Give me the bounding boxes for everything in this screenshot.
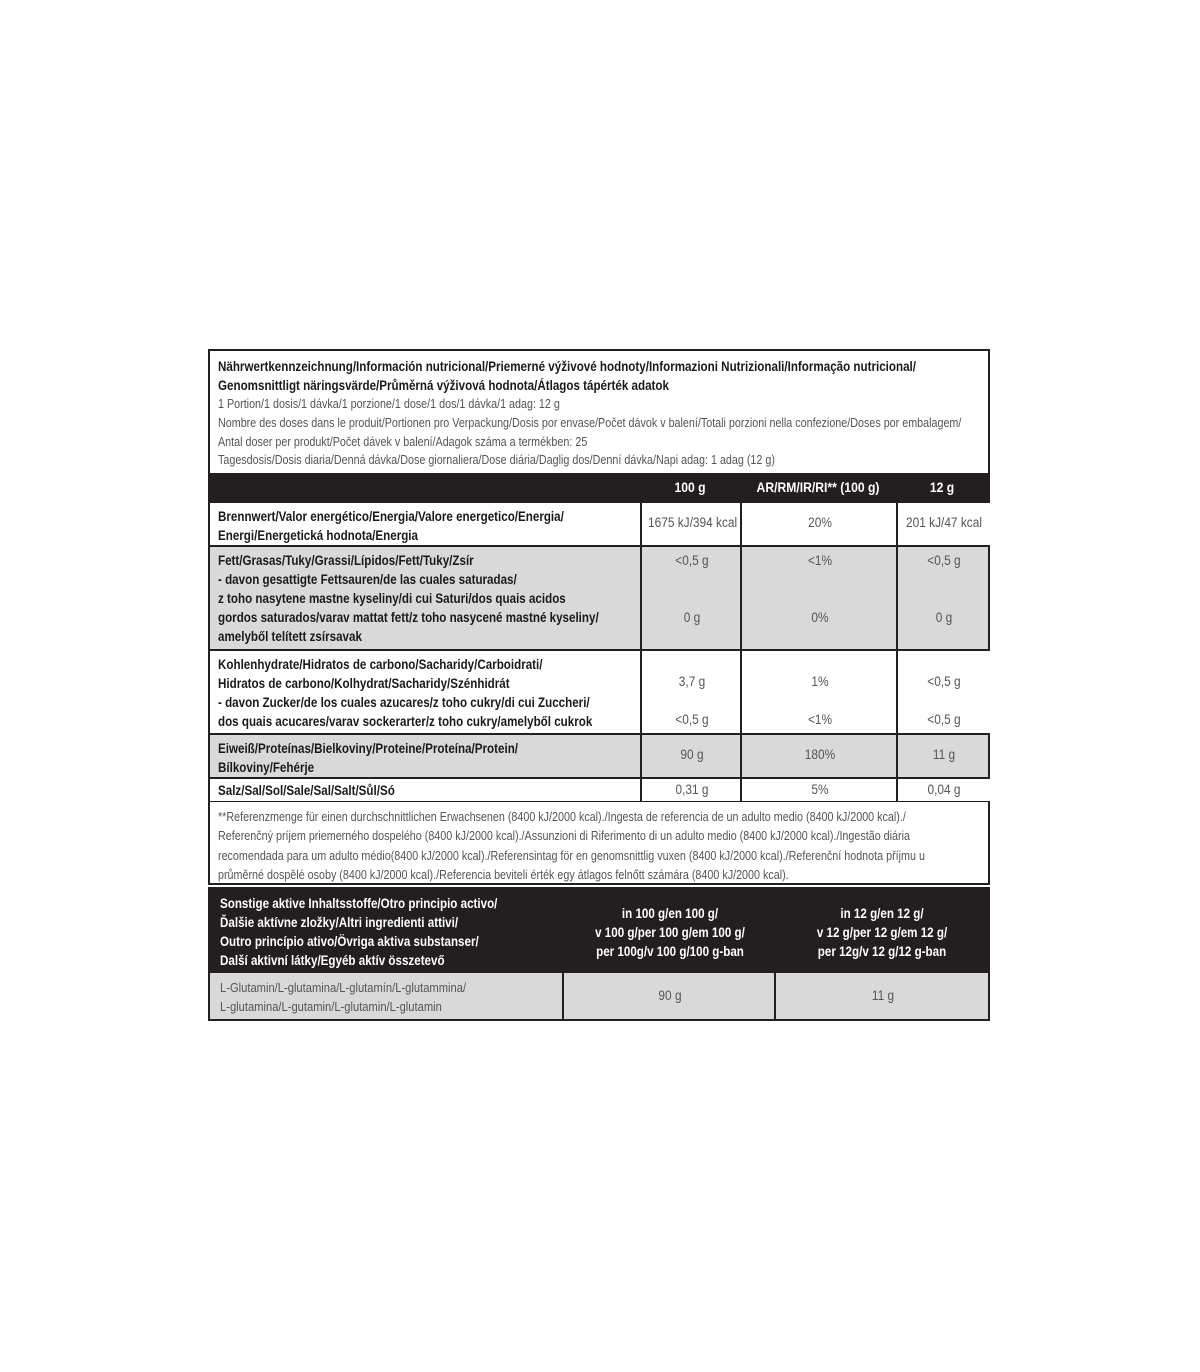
value-fat-100g: <0,5 g	[675, 553, 709, 568]
header-line: v 12 g/per 12 g/em 12 g/	[816, 925, 948, 940]
daily-dose: Tagesdosis/Dosis diaria/Denná dávka/Dose giornaliera/Dose diária/Daglig dos/Denní dávka/Napi adag: 1 adag (12 g)	[218, 453, 775, 468]
row-label-line: Energi/Energetická hodnota/Energia	[218, 528, 419, 543]
row-label-line: Fett/Grasas/Tuky/Grassi/Lípidos/Fett/Tuky/Zsír	[218, 553, 474, 568]
header-line: Další aktivní látky/Egyéb aktív összetevő	[220, 953, 445, 968]
row-label-line: L-Glutamin/L-glutamina/L-glutamín/L-glutammina/	[220, 980, 467, 995]
table-row-energy	[210, 503, 988, 547]
value-sugars-12g: <0,5 g	[927, 712, 961, 727]
cell-ri	[740, 735, 898, 777]
active-header-label	[220, 894, 497, 970]
active-header-100g	[579, 904, 761, 961]
active-ingredients-header	[210, 889, 988, 973]
value-saturates-100g: 0 g	[683, 610, 701, 625]
header-line: per 12g/v 12 g/12 g-ban	[817, 944, 947, 959]
cell-ri	[740, 779, 898, 801]
cell-ri	[740, 547, 898, 649]
column-header-12g: 12 g	[929, 480, 955, 495]
value-energy-12g: 201 kJ/47 kcal	[906, 515, 982, 530]
value-carbs-12g: <0,5 g	[927, 674, 961, 689]
row-label-line: gordos saturados/varav mattat fett/z toho nasycené mastné kyseliny/	[218, 610, 599, 625]
cell-12g	[896, 651, 990, 733]
nutrition-intro	[210, 351, 988, 473]
nutrition-table	[208, 349, 990, 885]
value-protein-ri: 180%	[804, 747, 836, 762]
footnote-line: recomendada para um adulto médio(8400 kJ/2000 kcal)./Referensintag för en genomsnittlig vuxen (8400 kJ/2000 kcal)./Referenční hodnota příjmu u	[218, 848, 925, 863]
cell-12g	[896, 547, 990, 649]
row-label-line: L-glutamina/L-gutamin/L-glutamin/L-glutamin	[220, 999, 442, 1014]
value-energy-100g: 1675 kJ/394 kcal	[648, 515, 738, 530]
header-line: Sonstige aktive Inhaltsstoffe/Otro principio activo/	[220, 896, 498, 911]
nutrition-heading-line-1: Nährwertkennzeichnung/Información nutricional/Priemerné výživové hodnoty/Informazioni Nutrizionali/Informação nutricional/	[218, 359, 916, 374]
portion-size: 1 Portion/1 dosis/1 dávka/1 porzione/1 dose/1 dos/1 dávka/1 adag: 12 g	[218, 397, 560, 411]
footnote-line: průměrné dospělé osoby (8400 kJ/2000 kcal)./Referencia beviteli érték egy átlagos felnőtt számára (8400 kJ/2000 kcal).	[218, 867, 789, 882]
value-sugars-ri: <1%	[807, 712, 833, 727]
cell-12g	[896, 779, 990, 801]
row-label-line: z toho nasytene mastne kyseliny/di cui Saturi/dos quais acidos	[218, 591, 566, 606]
value-saturates-12g: 0 g	[935, 610, 953, 625]
value-salt-ri: 5%	[811, 782, 829, 797]
cell-100g	[562, 973, 776, 1019]
row-label-line: Eiweiß/Proteínas/Bielkoviny/Proteine/Proteína/Protein/	[218, 741, 519, 756]
cell-12g	[896, 735, 990, 777]
active-ingredients-table	[208, 887, 990, 1021]
cell-12g	[896, 503, 990, 545]
value-sugars-100g: <0,5 g	[675, 712, 709, 727]
row-label-line: Brennwert/Valor energético/Energia/Valore energetico/Energia/	[218, 509, 564, 524]
row-label-line: - davon Zucker/de los cuales azucares/z toho cukry/di cui Zuccheri/	[218, 695, 590, 710]
row-label-line: Salz/Sal/Sol/Sale/Sal/Salt/Sůl/Só	[218, 783, 395, 798]
row-label-l-glutamine	[220, 978, 466, 1016]
header-line: per 100g/v 100 g/100 g-ban	[596, 944, 744, 959]
cell-ri	[740, 651, 898, 733]
value-glutamine-12g: 11 g	[871, 988, 895, 1003]
value-carbs-100g: 3,7 g	[678, 674, 706, 689]
value-salt-100g: 0,31 g	[675, 782, 709, 797]
row-label-line: - davon gesattigte Fettsauren/de las cuales saturadas/	[218, 572, 517, 587]
column-header-reference-intake: AR/RM/IR/RI** (100 g)	[756, 480, 880, 495]
cell-100g	[640, 735, 742, 777]
value-glutamine-100g: 90 g	[658, 988, 682, 1003]
nutrition-heading-line-2: Genomsnittligt näringsvärde/Průměrná výživová hodnota/Átlagos tápérték adatok	[218, 378, 669, 393]
header-line: in 12 g/en 12 g/	[840, 906, 924, 921]
row-label-line: Bílkoviny/Fehérje	[218, 760, 315, 775]
reference-intake-footnote	[210, 802, 988, 883]
table-row-l-glutamine	[210, 973, 988, 1019]
table-row-protein	[210, 735, 988, 779]
cell-100g	[640, 779, 742, 801]
table-row-fat	[210, 547, 988, 651]
value-carbs-ri: 1%	[811, 674, 829, 689]
nutrition-table-header	[210, 473, 988, 503]
doses-per-pack-line-2: Antal doser per produkt/Počet dávek v balení/Adagok száma a termékben: 25	[218, 434, 588, 449]
cell-100g	[640, 547, 742, 649]
header-line: Outro princípio ativo/Övriga aktiva substanser/	[220, 934, 479, 949]
value-salt-12g: 0,04 g	[927, 782, 961, 797]
value-fat-12g: <0,5 g	[927, 553, 961, 568]
doses-per-pack-line-1: Nombre des doses dans le produit/Portionen pro Verpackung/Dosis por envase/Počet dávok v balení/Totali porzioni nella confezione/Doses por embalagem/	[218, 415, 962, 430]
cell-ri	[740, 503, 898, 545]
row-label-line: dos quais acucares/varav sockerarter/z toho cukry/amelyből cukrok	[218, 714, 593, 729]
row-label-line: Kohlenhydrate/Hidratos de carbono/Sacharidy/Carboidrati/	[218, 657, 543, 672]
value-protein-100g: 90 g	[680, 747, 704, 762]
cell-12g	[774, 973, 990, 1019]
footnote-line: **Referenzmenge für einen durchschnittlichen Erwachsenen (8400 kJ/2000 kcal)./Ingesta de referencia de un adulto medio (8400 kJ/2000 kcal)./	[218, 810, 906, 824]
value-protein-12g: 11 g	[932, 747, 956, 762]
header-line: Ďalšie aktívne zložky/Altri ingredienti attivi/	[220, 915, 459, 930]
cell-100g	[640, 503, 742, 545]
row-label-line: amelyből telített zsírsavak	[218, 629, 362, 644]
header-line: v 100 g/per 100 g/em 100 g/	[595, 925, 745, 940]
active-header-12g	[791, 904, 973, 961]
column-header-100g: 100 g	[674, 480, 706, 495]
table-row-carbohydrates	[210, 651, 988, 735]
table-row-salt	[210, 779, 988, 802]
cell-100g	[640, 651, 742, 733]
value-energy-ri: 20%	[808, 515, 832, 530]
value-fat-ri: <1%	[807, 553, 833, 568]
header-line: in 100 g/en 100 g/	[621, 906, 719, 921]
row-label-line: Hidratos de carbono/Kolhydrat/Sacharidy/Szénhidrát	[218, 676, 510, 691]
footnote-line: Referenčný príjem priemerného dospelého (8400 kJ/2000 kcal)./Assunzioni di Riferimento di un adulto medio (8400 kJ/2000 kcal)./Ingestão diária	[218, 829, 910, 844]
value-saturates-ri: 0%	[811, 610, 829, 625]
